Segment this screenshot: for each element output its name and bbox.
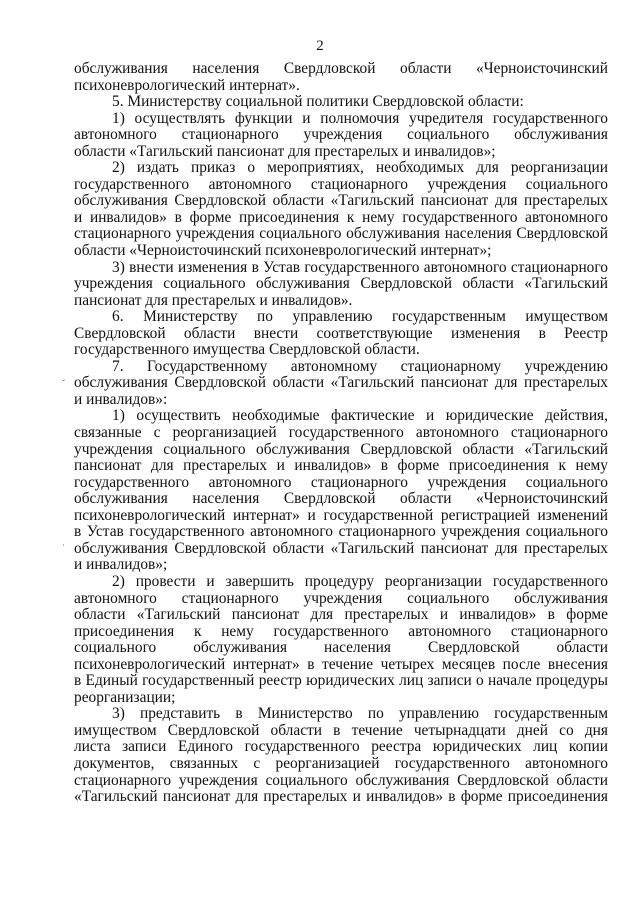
text-line: обслуживания Свердловской области «Тагильский пансионат для престарелых — [74, 540, 608, 557]
text-line: реорганизации; — [74, 688, 176, 706]
text-line: автономного стационарного учреждения социального обслуживания — [74, 127, 608, 144]
text-line: 7. Государственному автономному стационарному учреждению — [112, 358, 608, 375]
text-line: и инвалидов»: — [74, 390, 168, 408]
text-line: психоневрологический интернат». — [74, 76, 300, 94]
text-line: государственного имущества Свердловской области. — [74, 341, 420, 359]
text-line: области «Тагильский пансионат для престарелых и инвалидов»; — [74, 142, 496, 160]
text-line: «Тагильский пансионат для престарелых и инвалидов» в форме присоединения — [74, 789, 608, 806]
text-line: обслуживания населения Свердловской области «Черноисточинский — [74, 491, 608, 508]
text-line: 3) внести изменения в Устав государственного автономного стационарного — [112, 259, 608, 276]
text-line: 2) издать приказ о мероприятиях, необходимых для реорганизации — [112, 160, 608, 177]
text-line: 1) осуществлять функции и полномочия учредителя государственного — [112, 110, 608, 127]
text-line: пансионат для престарелых и инвалидов» в форме присоединения к нему — [74, 458, 608, 475]
text-line: 2) провести и завершить процедуру реорганизации государственного — [112, 573, 608, 590]
text-line: листа записи Единого государственного реестра юридических лиц копии — [74, 739, 608, 756]
text-line: обслуживания Свердловской области «Тагильский пансионат для престарелых — [74, 193, 608, 210]
text-line: учреждения социального обслуживания Свердловской области «Тагильский — [74, 276, 608, 293]
text-line: и инвалидов» в форме присоединения к нему государственного автономного — [74, 209, 608, 226]
text-line: связанные с реорганизацией государственного автономного стационарного — [74, 425, 608, 442]
text-line: 6. Министерству по управлению государственным имуществом — [112, 309, 608, 326]
text-line: обслуживания населения Свердловской области «Черноисточинский — [74, 61, 608, 77]
text-line: 3) представить в Министерство по управлению государственным — [112, 706, 608, 723]
page-number: 2 — [316, 38, 324, 54]
text-line: обслуживания Свердловской области «Тагильский пансионат для престарелых — [74, 375, 608, 392]
text-line: государственного автономного стационарного учреждения социального — [74, 176, 608, 193]
text-line: области «Тагильский пансионат для престарелых и инвалидов» в форме — [74, 607, 608, 624]
text-line: в Единый государственный реестр юридических лиц записи о начале процедуры — [74, 673, 608, 690]
text-line: в Устав государственного автономного стационарного учреждения социального — [74, 524, 608, 541]
text-line: психоневрологический интернат» и государственной регистрацией изменений — [74, 507, 608, 524]
text-line: имуществом Свердловской области в течение четырнадцати дней со дня — [74, 722, 608, 739]
text-line: государственного автономного стационарного учреждения социального — [74, 474, 608, 491]
text-line: 5. Министерству социальной политики Свердловской области: — [112, 93, 524, 111]
text-line: пансионат для престарелых и инвалидов». — [74, 291, 353, 309]
text-line: документов, связанных с реорганизацией государственного автономного — [74, 755, 608, 772]
text-line: стационарного учреждения социального обслуживания населения Свердловской — [74, 226, 608, 243]
text-line: социального обслуживания населения Свердловской области — [74, 640, 608, 657]
margin-mark: · — [62, 540, 65, 550]
document-body — [74, 61, 608, 806]
text-line: автономного стационарного учреждения социального обслуживания — [74, 590, 608, 607]
text-line: и инвалидов»; — [74, 556, 168, 574]
text-line: присоединения к нему государственного автономного стационарного — [74, 623, 608, 640]
text-line: учреждения социального обслуживания Свердловской области «Тагильский — [74, 441, 608, 458]
text-line: Свердловской области внести соответствующие изменения в Реестр — [74, 325, 608, 342]
text-line: 1) осуществить необходимые фактические и юридические действия, — [112, 408, 608, 425]
text-line: психоневрологический интернат» в течение четырех месяцев после внесения — [74, 656, 608, 673]
text-line: области «Черноисточинский психоневрологический интернат»; — [74, 242, 492, 260]
margin-mark: ˇ — [62, 378, 65, 388]
text-line: стационарного учреждения социального обслуживания Свердловской области — [74, 772, 608, 789]
